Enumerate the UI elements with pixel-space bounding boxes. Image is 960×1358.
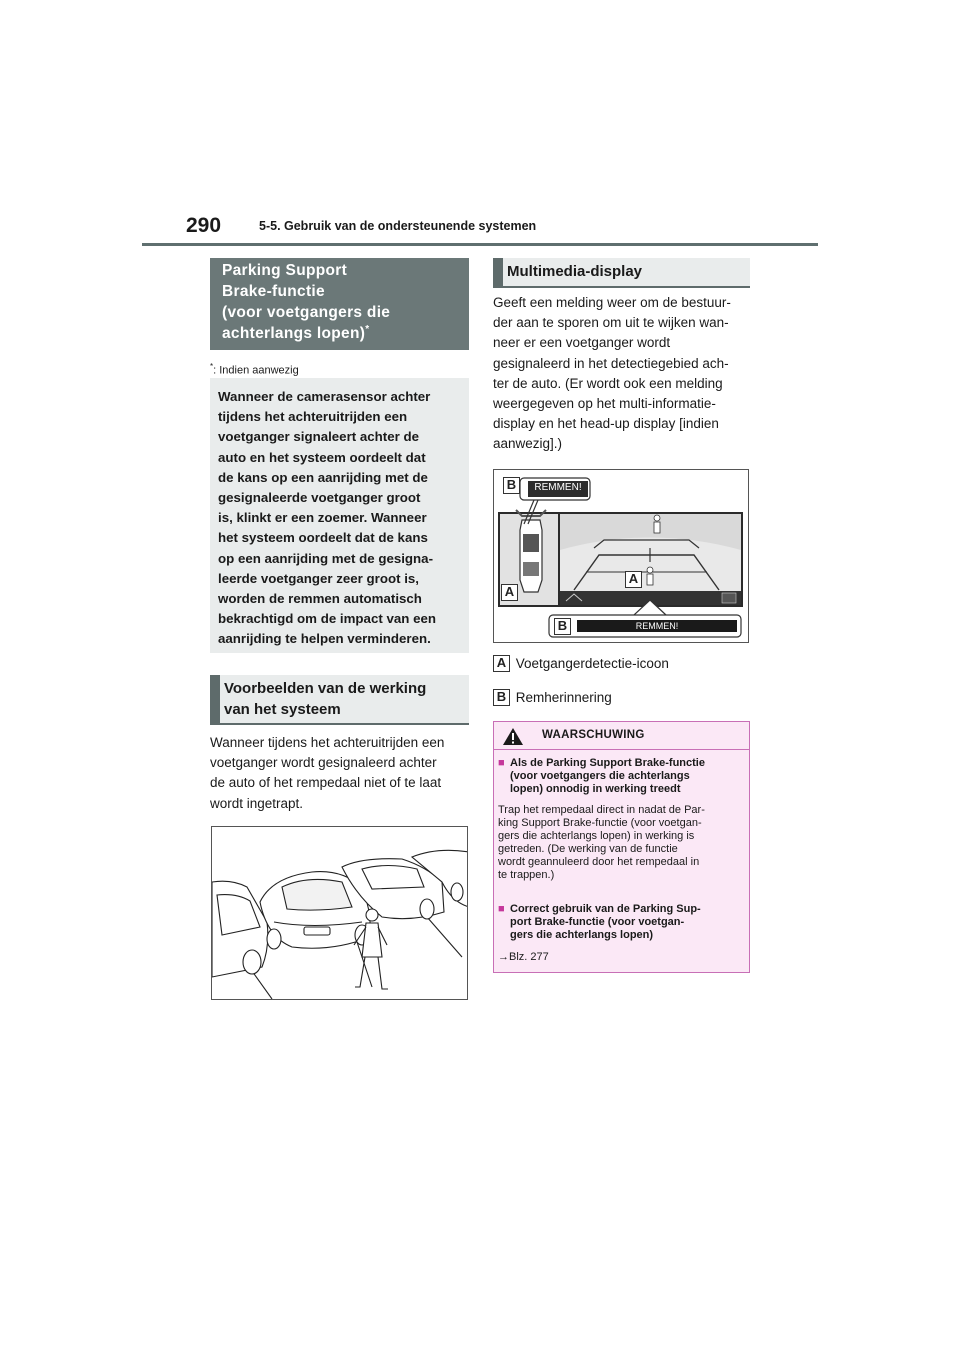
title-line: Brake-functie xyxy=(222,283,325,300)
summary-box xyxy=(210,378,469,653)
warning-header xyxy=(494,722,749,750)
page-number: 290 xyxy=(186,214,222,237)
parking-illustration xyxy=(211,826,468,1000)
body-line: display en het head-up display [indien xyxy=(493,416,719,432)
summary-line: tijdens het achteruitrijden een xyxy=(218,409,408,425)
summary-line: op een aanrijding met de gesigna- xyxy=(218,550,434,566)
legend-item-b xyxy=(493,689,612,707)
footnote: *: Indien aanwezig xyxy=(210,362,299,377)
summary-line: aanrijding te helpen verminderen. xyxy=(218,631,431,647)
title-line: van het systeem xyxy=(224,701,341,718)
bullet-square-icon: ■ xyxy=(498,757,505,769)
warning-triangle-icon xyxy=(502,727,524,746)
warning-paragraph: Trap het rempedaal direct in nadat de Par- king Support Brake-functie (voor voetgan- gers die achterlangs lopen) in werking is getreden. (De werking van de functie wordt geannuleerd door het rempedaal in te trappen.) xyxy=(498,804,705,881)
section-title-examples xyxy=(210,675,469,725)
body-line: voetganger wordt gesignaleerd achter xyxy=(210,755,437,771)
summary-line: voetganger signaleert achter de xyxy=(218,429,419,445)
body-line: der aan te sporen om uit te wijken wan- xyxy=(493,315,729,331)
examples-body xyxy=(210,733,470,814)
header-rule xyxy=(142,243,818,246)
page-reference-link[interactable]: →Blz. 277 xyxy=(498,951,549,963)
summary-line: is, klinkt er een zoemer. Wanneer xyxy=(218,510,427,526)
summary-line: gesignaleerde voetganger groot xyxy=(218,490,421,506)
summary-line: het systeem oordeelt dat de kans xyxy=(218,530,428,546)
body-line: Geeft een melding weer om de bestuur- xyxy=(493,295,731,310)
body-line: de auto of het rempedaal niet of te laat xyxy=(210,775,442,791)
section-title-parking-support xyxy=(210,258,469,350)
title-line: achterlangs lopen)* xyxy=(222,323,370,342)
multimedia-body xyxy=(493,293,755,455)
body-line: Wanneer tijdens het achteruitrijden een xyxy=(210,735,445,750)
title-line: (voor voetgangers die xyxy=(222,304,391,321)
body-line: neer er een voetganger wordt xyxy=(493,335,671,351)
summary-line: auto en het systeem oordeelt dat xyxy=(218,449,426,465)
body-line: wordt ingetrapt. xyxy=(210,795,304,811)
summary-line: worden de remmen automatisch xyxy=(218,591,422,607)
legend-label: Remherinnering xyxy=(515,690,612,705)
summary-line: Wanneer de camerasensor achter xyxy=(218,389,431,404)
display-drawing xyxy=(494,470,749,643)
summary-line: de kans op een aanrijding met de xyxy=(218,469,428,485)
section-title-multimedia: Multimedia-display xyxy=(493,258,750,288)
callout-b-top: B xyxy=(503,477,520,494)
legend-key: A xyxy=(493,655,510,672)
brake-message-bottom: REMMEN! xyxy=(635,621,679,631)
callout-b-bottom: B xyxy=(554,618,571,635)
callout-a-left: A xyxy=(501,584,518,601)
bullet-square-icon: ■ xyxy=(498,903,505,915)
warning-heading-1: ■ Als de Parking Support Brake-functie (voor voetgangers die achterlangs lopen) onnodig in werking treedt xyxy=(498,757,705,795)
body-line: ter de auto. (Er wordt ook een melding xyxy=(493,375,723,391)
title-line: Parking Support xyxy=(222,262,348,279)
callout-a-camera: A xyxy=(625,571,642,588)
body-line: aanwezig].) xyxy=(493,436,563,452)
body-line: weergegeven op het multi-informatie- xyxy=(493,396,716,412)
warning-title: WAARSCHUWING xyxy=(542,729,645,741)
title-footnote-marker: * xyxy=(365,323,370,335)
legend-label: Voetgangerdetectie-icoon xyxy=(515,656,669,671)
legend-key: B xyxy=(493,689,510,706)
chapter-title: 5-5. Gebruik van de ondersteunende systemen xyxy=(259,219,537,233)
multimedia-display-illustration xyxy=(493,469,749,643)
warning-box xyxy=(493,721,750,973)
warning-heading-2: ■ Correct gebruik van de Parking Sup- port Brake-functie (voor voetgan- gers die achterlangs lopen) xyxy=(498,903,701,941)
title-line: Voorbeelden van de werking xyxy=(224,680,427,697)
body-line: gesignaleerd in het detectiegebied ach- xyxy=(493,355,729,371)
summary-line: leerde voetganger zeer groot is, xyxy=(218,570,419,586)
parking-scene-drawing xyxy=(212,827,468,1000)
brake-message-top: REMMEN! xyxy=(534,482,582,493)
legend-item-a xyxy=(493,655,669,673)
summary-line: bekrachtigd om de impact van een xyxy=(218,611,436,627)
